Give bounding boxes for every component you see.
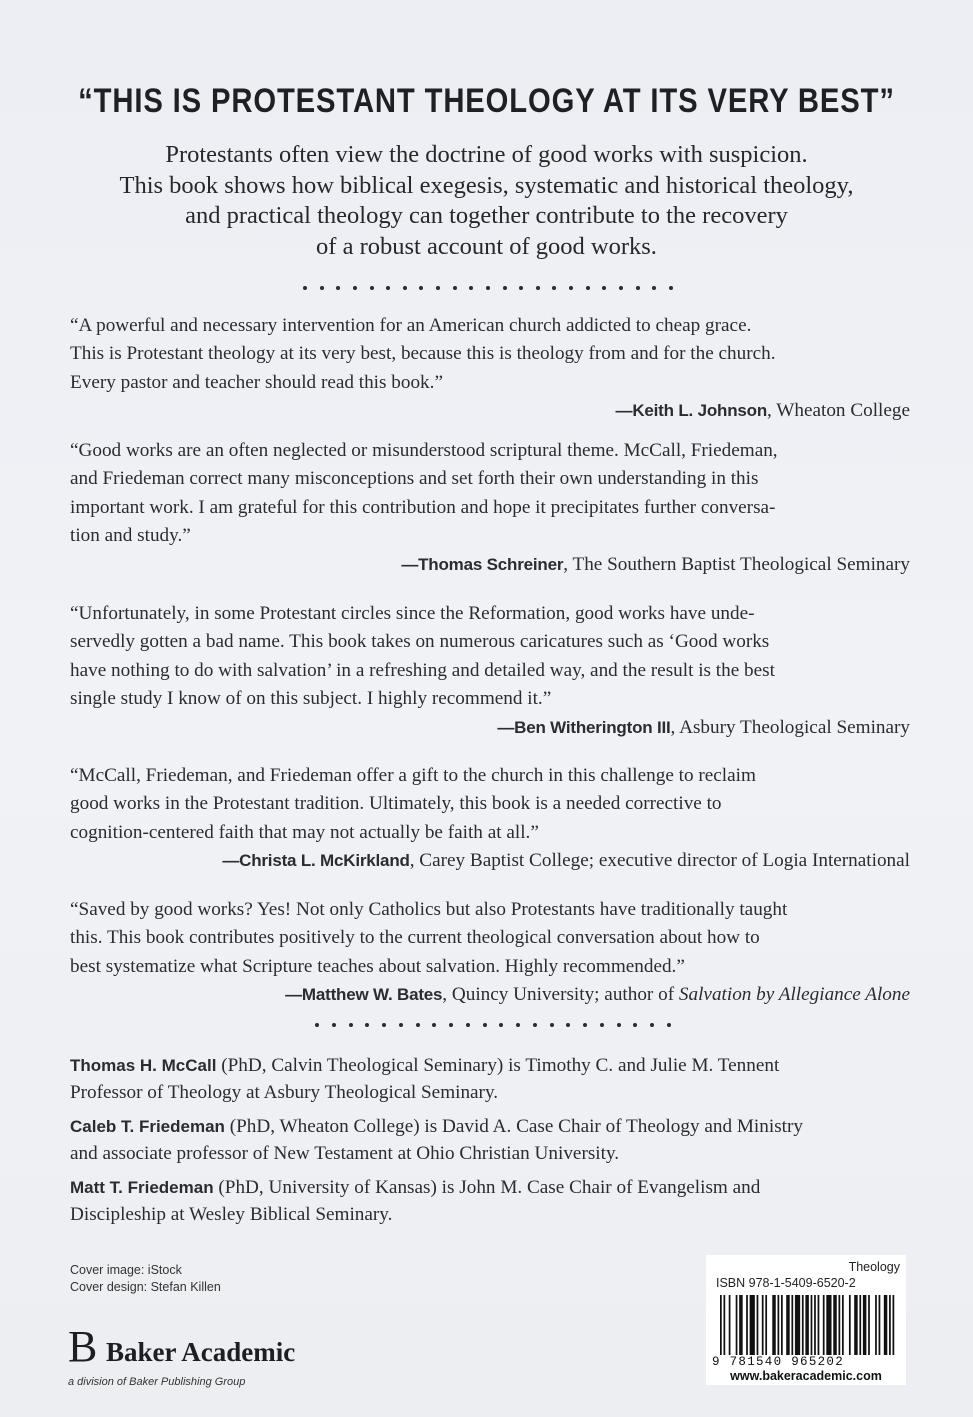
quote-line: “Unfortunately, in some Protestant circles since the Reformation, good works have unde- [70,603,755,624]
divider-dot [583,1023,587,1027]
author-bio [70,1052,910,1106]
divider-dot [332,1023,336,1027]
endorsement-quote [70,896,910,981]
publisher-subtitle: a division of Baker Publishing Group [68,1376,246,1388]
endorsement [70,762,910,876]
author-bios [70,1052,910,1235]
quote-line: Every pastor and teacher should read this book.” [70,371,443,393]
divider-dot [533,1023,537,1027]
quote-line: and Friedeman correct many misconceptions and set forth their own understanding in this [70,468,759,490]
divider-dot [669,286,673,290]
author-name: Caleb T. Friedeman [70,1117,225,1136]
bio-line [70,1113,910,1140]
intro-line: Protestants often view the doctrine of good works with suspicion. [165,141,808,168]
endorsement-quote [70,762,910,847]
endorser-name: —Ben Witherington III [497,717,671,737]
bio-text: (PhD, University of Kansas) is John M. Case Chair of Evangelism and [213,1177,761,1198]
endorser-affiliation: , Wheaton College [767,400,910,422]
endorsement-attribution [70,714,910,742]
endorsement-quote [70,600,910,714]
divider-dot [449,1023,453,1027]
divider-dot [617,1023,621,1027]
divider-dot [566,1023,570,1027]
divider-dot [416,1023,420,1027]
cover-credits [70,1262,221,1296]
quote-line: this. This book contributes positively to the current theological conversation about how to [70,927,760,949]
divider-dot [550,1023,554,1027]
divider-dot [370,286,374,290]
endorsement-attribution [70,397,910,425]
endorsement-attribution [70,847,910,875]
divider-dot [519,286,523,290]
quote-line: best systematize what Scripture teaches about salvation. Highly recommended.” [70,955,685,977]
divider-dot [386,286,390,290]
endorsement-quote [70,437,910,551]
quote-line: single study I know of on this subject. I highly recommend it.” [70,688,552,710]
dotted-divider [303,283,673,293]
barcode-icon [720,1295,896,1355]
divider-dot [336,286,340,290]
endorser-name: —Matthew W. Bates [285,985,443,1005]
intro-paragraph [60,140,913,262]
divider-dot [636,286,640,290]
endorsement-quote [70,312,910,397]
author-bio [70,1174,910,1228]
divider-dot [303,286,307,290]
divider-dot [403,286,407,290]
quote-line: “Good works are an often neglected or misunderstood scriptural theme. McCall, Friedeman, [70,440,778,461]
publisher-logo [68,1322,368,1395]
category-label: Theology [848,1260,900,1274]
divider-dot [619,286,623,290]
cover-design-credit: Cover design: Stefan Killen [70,1280,221,1294]
bio-text: (PhD, Calvin Theological Seminary) is Timothy C. and Julie M. Tennent [216,1055,780,1076]
divider-dot [503,286,507,290]
divider-dot [652,286,656,290]
endorsement [70,312,910,426]
divider-dot [432,1023,436,1027]
divider-dot [320,286,324,290]
divider-dot [365,1023,369,1027]
divider-dot [499,1023,503,1027]
quote-line: cognition-centered faith that may not actually be faith at all.” [70,821,539,843]
author-bio [70,1113,910,1167]
bio-line [70,1052,910,1079]
divider-dot [466,1023,470,1027]
endorsement-attribution [70,551,910,579]
quote-line: good works in the Protestant tradition. Ultimately, this book is a needed corrective to [70,793,722,815]
publisher-name: Baker Academic [106,1337,296,1367]
intro-line: and practical theology can together contribute to the recovery [185,202,788,229]
divider-dot [483,1023,487,1027]
quote-line: “McCall, Friedeman, and Friedeman offer a gift to the church in this challenge to reclaim [70,765,756,786]
divider-dot [586,286,590,290]
endorser-affiliation: , Carey Baptist College; executive director of Logia International [409,850,910,872]
headline: “THIS IS PROTESTANT THEOLOGY AT ITS VERY BEST” [78,82,895,120]
divider-dot [382,1023,386,1027]
divider-dot [667,1023,671,1027]
bio-line: Discipleship at Wesley Biblical Seminary. [70,1204,393,1225]
bio-line: Professor of Theology at Asbury Theological Seminary. [70,1082,499,1103]
divider-dot [436,286,440,290]
divider-dot [349,1023,353,1027]
divider-dot [469,286,473,290]
intro-line: This book shows how biblical exegesis, systematic and historical theology, [119,171,854,199]
divider-dot [453,286,457,290]
divider-dot [486,286,490,290]
quote-line: important work. I am grateful for this contribution and hope it precipitates further conversa- [70,496,776,518]
endorsement-attribution [70,981,910,1009]
barcode-digits: 9 781540 965202 [712,1355,845,1369]
quote-line: This is Protestant theology at its very best, because this is theology from and for the church. [70,343,776,365]
author-name: Thomas H. McCall [70,1056,217,1075]
intro-line: of a robust account of good works. [316,232,657,260]
divider-dot [419,286,423,290]
cover-image-credit: Cover image: iStock [70,1263,182,1277]
endorsement [70,600,910,742]
quote-line: have nothing to do with salvation’ in a refreshing and detailed way, and the result is the best [70,659,775,681]
endorser-affiliation: , The Southern Baptist Theological Seminary [563,553,910,575]
divider-dot [569,286,573,290]
bio-line [70,1174,910,1201]
divider-dot [516,1023,520,1027]
endorser-name: —Keith L. Johnson [615,401,768,421]
quote-line: tion and study.” [70,525,191,547]
barcode-box [706,1255,906,1385]
divider-dot [650,1023,654,1027]
endorser-affiliation: , Quincy University; author of [442,984,679,1006]
quote-line: “Saved by good works? Yes! Not only Catholics but also Protestants have traditionally taught [70,899,788,920]
isbn-label: ISBN 978-1-5409-6520-2 [716,1276,856,1290]
endorser-affiliation: , Asbury Theological Seminary [670,716,910,738]
quote-line: servedly gotten a bad name. This book takes on numerous caricatures such as ‘Good works [70,631,770,653]
endorsement [70,437,910,579]
endorser-name: —Thomas Schreiner [401,554,564,574]
divider-dot [602,286,606,290]
quote-line: “A powerful and necessary intervention for an American church addicted to cheap grace. [70,315,752,336]
author-name: Matt T. Friedeman [70,1178,214,1197]
divider-dot [315,1023,319,1027]
divider-dot [536,286,540,290]
divider-dot [399,1023,403,1027]
divider-dot [633,1023,637,1027]
publisher-url: www.bakeracademic.com [730,1369,882,1383]
bio-text: (PhD, Wheaton College) is David A. Case Chair of Theology and Ministry [224,1116,803,1137]
book-title: Salvation by Allegiance Alone [678,984,910,1006]
bio-line: and associate professor of New Testament at Ohio Christian University. [70,1143,620,1164]
endorsement [70,896,910,1010]
divider-dot [552,286,556,290]
endorser-name: —Christa L. McKirkland [222,851,410,871]
baker-b-logo-icon: B [68,1322,98,1371]
divider-dot [600,1023,604,1027]
dotted-divider [315,1020,671,1030]
divider-dot [353,286,357,290]
